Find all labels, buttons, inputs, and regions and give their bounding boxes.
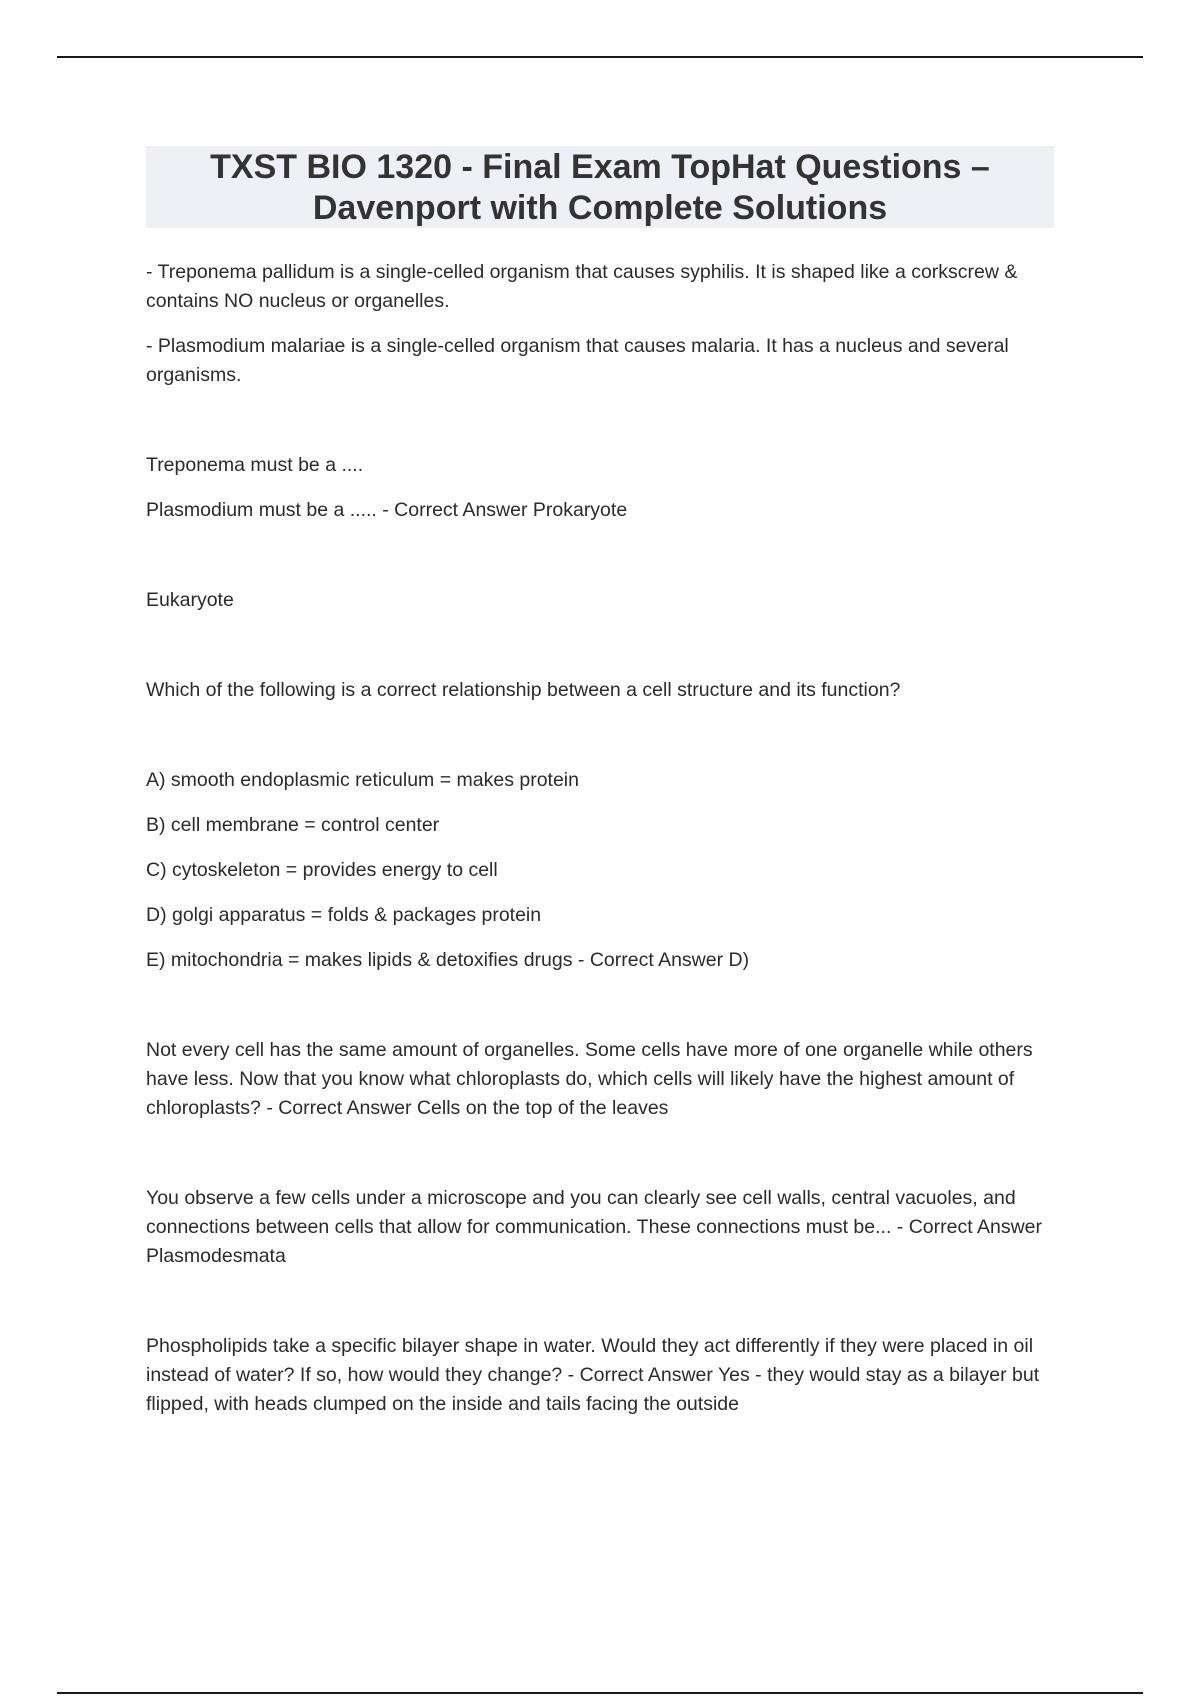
option-e-answer: E) mitochondria = makes lipids & detoxifies drugs - Correct Answer D) — [146, 949, 750, 971]
question-phospholipids: Phospholipids take a specific bilayer shape in water. Would they act differently if they were placed in oil instead of water? If so, how would they change? - Correct Answer Yes - they would stay as a bilayer but flipped, with heads clumped on the inside and tails facing the outside — [146, 1335, 1040, 1415]
option-c: C) cytoskeleton = provides energy to cell — [146, 859, 498, 881]
document-title: TXST BIO 1320 - Final Exam TopHat Questions – Davenport with Complete Solutions — [146, 146, 1054, 228]
document-body — [146, 258, 1054, 1419]
answer-eukaryote: Eukaryote — [146, 589, 234, 611]
question-treponema: Treponema must be a .... — [146, 454, 364, 476]
question-plasmodium-answer: Plasmodium must be a ..... - Correct Answer Prokaryote — [146, 499, 628, 521]
option-a: A) smooth endoplasmic reticulum = makes protein — [146, 769, 579, 791]
paragraph-plasmodium-intro: - Plasmodium malariae is a single-celled organism that causes malaria. It has a nucleus and several organisms. — [146, 335, 1009, 386]
top-divider — [57, 56, 1143, 58]
option-b: B) cell membrane = control center — [146, 814, 440, 836]
question-plasmodesmata: You observe a few cells under a microscope and you can clearly see cell walls, central vacuoles, and connections between cells that allow for communication. These connections must be... - Correct Answer Plasmodesmata — [146, 1187, 1042, 1267]
bottom-divider — [57, 1692, 1143, 1694]
question-cell-structure: Which of the following is a correct relationship between a cell structure and its function? — [146, 679, 901, 701]
paragraph-treponema-intro: - Treponema pallidum is a single-celled organism that causes syphilis. It is shaped like a corkscrew & contains NO nucleus or organelles. — [146, 261, 1018, 312]
option-d: D) golgi apparatus = folds & packages protein — [146, 904, 542, 926]
question-chloroplasts: Not every cell has the same amount of organelles. Some cells have more of one organelle while others have less. Now that you know what chloroplasts do, which cells will likely have the highest amount of chloroplasts? - Correct Answer Cells on the top of the leaves — [146, 1039, 1033, 1119]
